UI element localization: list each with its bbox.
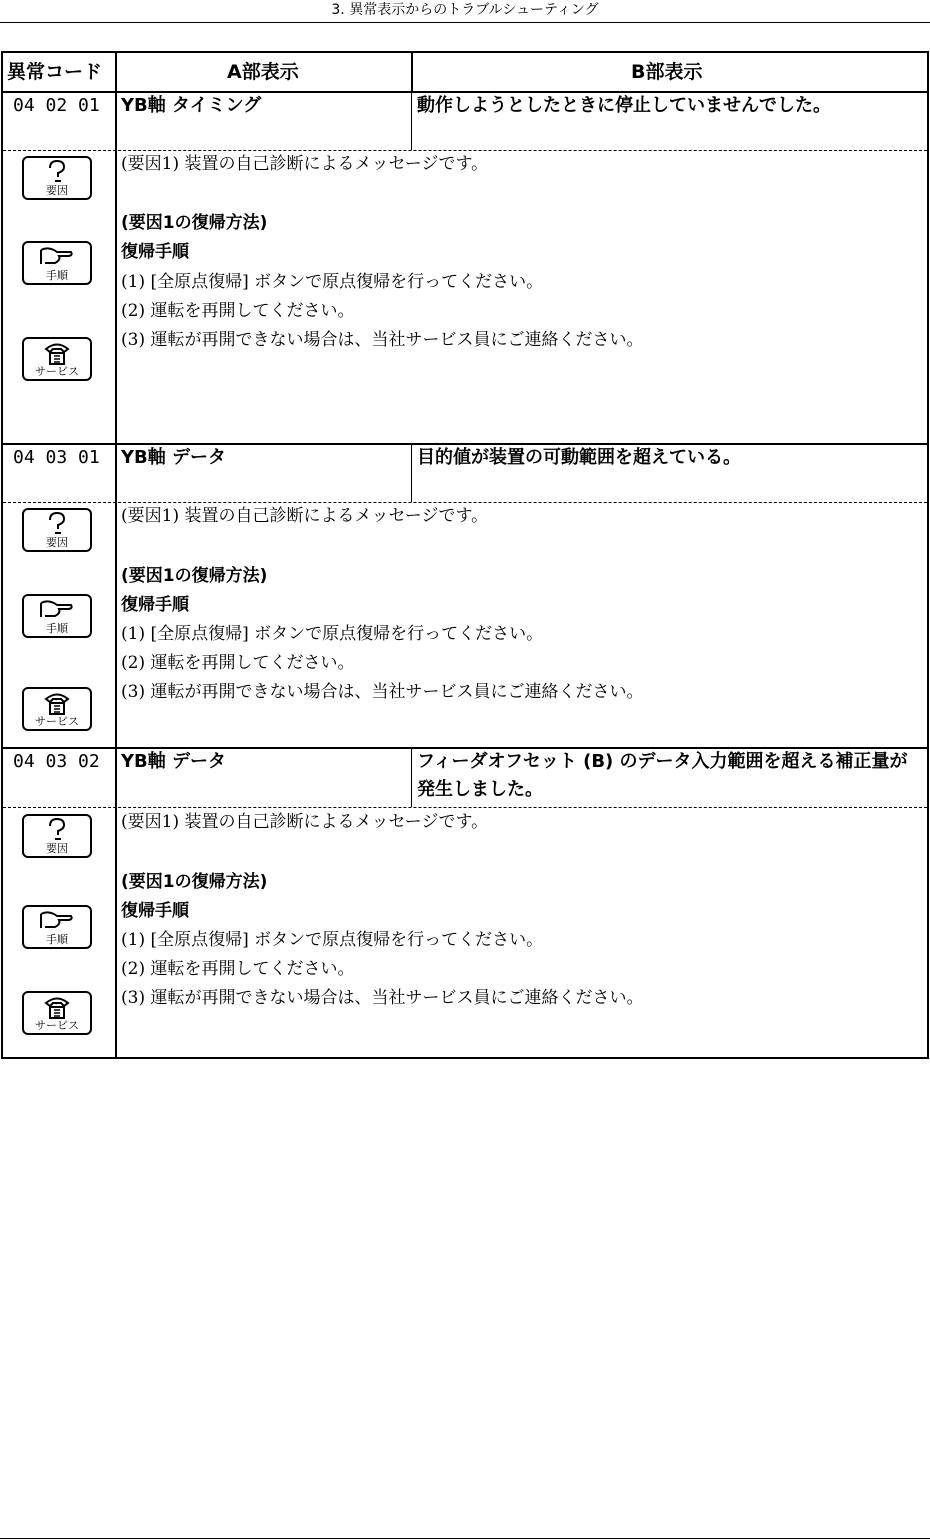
procedure-icon-label: 手順 <box>46 622 68 635</box>
summary-detail-dashed-rule-3 <box>3 807 927 808</box>
cause-icon <box>22 156 92 200</box>
b-display-text: 動作しようとしたときに停止していませんでした。 <box>417 95 831 116</box>
cause-icon-label: 要因 <box>46 842 68 855</box>
procedure-heading: 復帰手順 <box>121 901 189 921</box>
column-divider-ab-row1 <box>411 91 412 150</box>
procedure-step: (2) 運転を再開してください。 <box>121 959 355 979</box>
column-divider-ab-row2 <box>411 443 412 502</box>
cause-text: (要因1) 装置の自己診断によるメッセージです。 <box>121 812 489 832</box>
running-header: 3. 異常表示からのトラブルシューティング <box>0 0 930 23</box>
procedure-icon <box>22 594 92 638</box>
cause-icon-label: 要因 <box>46 536 68 549</box>
procedure-icon-label: 手順 <box>46 269 68 282</box>
recovery-heading: (要因1の復帰方法) <box>121 566 268 586</box>
procedure-heading: 復帰手順 <box>121 595 189 615</box>
procedure-step: (3) 運転が再開できない場合は、当社サービス員にご連絡ください。 <box>121 330 644 350</box>
column-divider-code <box>115 53 117 1057</box>
b-display-text: 目的値が装置の可動範囲を超えている。 <box>417 447 741 468</box>
procedure-step: (1) [全原点復帰] ボタンで原点復帰を行ってください。 <box>121 930 544 950</box>
cause-text: (要因1) 装置の自己診断によるメッセージです。 <box>121 506 489 526</box>
error-code-value: 04 02 01 <box>13 95 100 116</box>
footer-rule <box>0 1538 930 1539</box>
service-icon <box>22 337 92 381</box>
service-icon-label: サービス <box>35 365 79 378</box>
recovery-heading: (要因1の復帰方法) <box>121 213 268 233</box>
error-code-value: 04 03 02 <box>13 751 100 772</box>
header-a-display: A部表示 <box>227 61 299 83</box>
service-icon <box>22 991 92 1035</box>
procedure-heading: 復帰手順 <box>121 242 189 262</box>
header-error-code: 異常コード <box>7 61 103 83</box>
procedure-step: (1) [全原点復帰] ボタンで原点復帰を行ってください。 <box>121 624 544 644</box>
cause-icon <box>22 508 92 552</box>
cause-icon-label: 要因 <box>46 184 68 197</box>
procedure-step: (1) [全原点復帰] ボタンで原点復帰を行ってください。 <box>121 272 544 292</box>
recovery-heading: (要因1の復帰方法) <box>121 872 268 892</box>
procedure-step: (2) 運転を再開してください。 <box>121 653 355 673</box>
cause-icon <box>22 814 92 858</box>
procedure-icon <box>22 905 92 949</box>
procedure-icon-label: 手順 <box>46 933 68 946</box>
error-code-value: 04 03 01 <box>13 447 100 468</box>
b-display-text: フィーダオフセット (B) のデータ入力範囲を超える補正量が発生しました。 <box>417 751 908 800</box>
procedure-step: (3) 運転が再開できない場合は、当社サービス員にご連絡ください。 <box>121 988 644 1008</box>
cause-text: (要因1) 装置の自己診断によるメッセージです。 <box>121 154 489 174</box>
a-display-text: YB軸 タイミング <box>121 95 262 116</box>
error-code-table <box>1 51 929 1059</box>
service-icon-label: サービス <box>35 1019 79 1032</box>
column-divider-ab-row3 <box>411 747 412 807</box>
procedure-icon <box>22 241 92 285</box>
column-divider-ab-header <box>411 53 413 92</box>
procedure-step: (3) 運転が再開できない場合は、当社サービス員にご連絡ください。 <box>121 682 644 702</box>
a-display-text: YB軸 データ <box>121 447 227 468</box>
service-icon-label: サービス <box>35 715 79 728</box>
a-display-text: YB軸 データ <box>121 751 227 772</box>
service-icon <box>22 687 92 731</box>
procedure-step: (2) 運転を再開してください。 <box>121 301 355 321</box>
header-b-display: B部表示 <box>631 61 703 83</box>
